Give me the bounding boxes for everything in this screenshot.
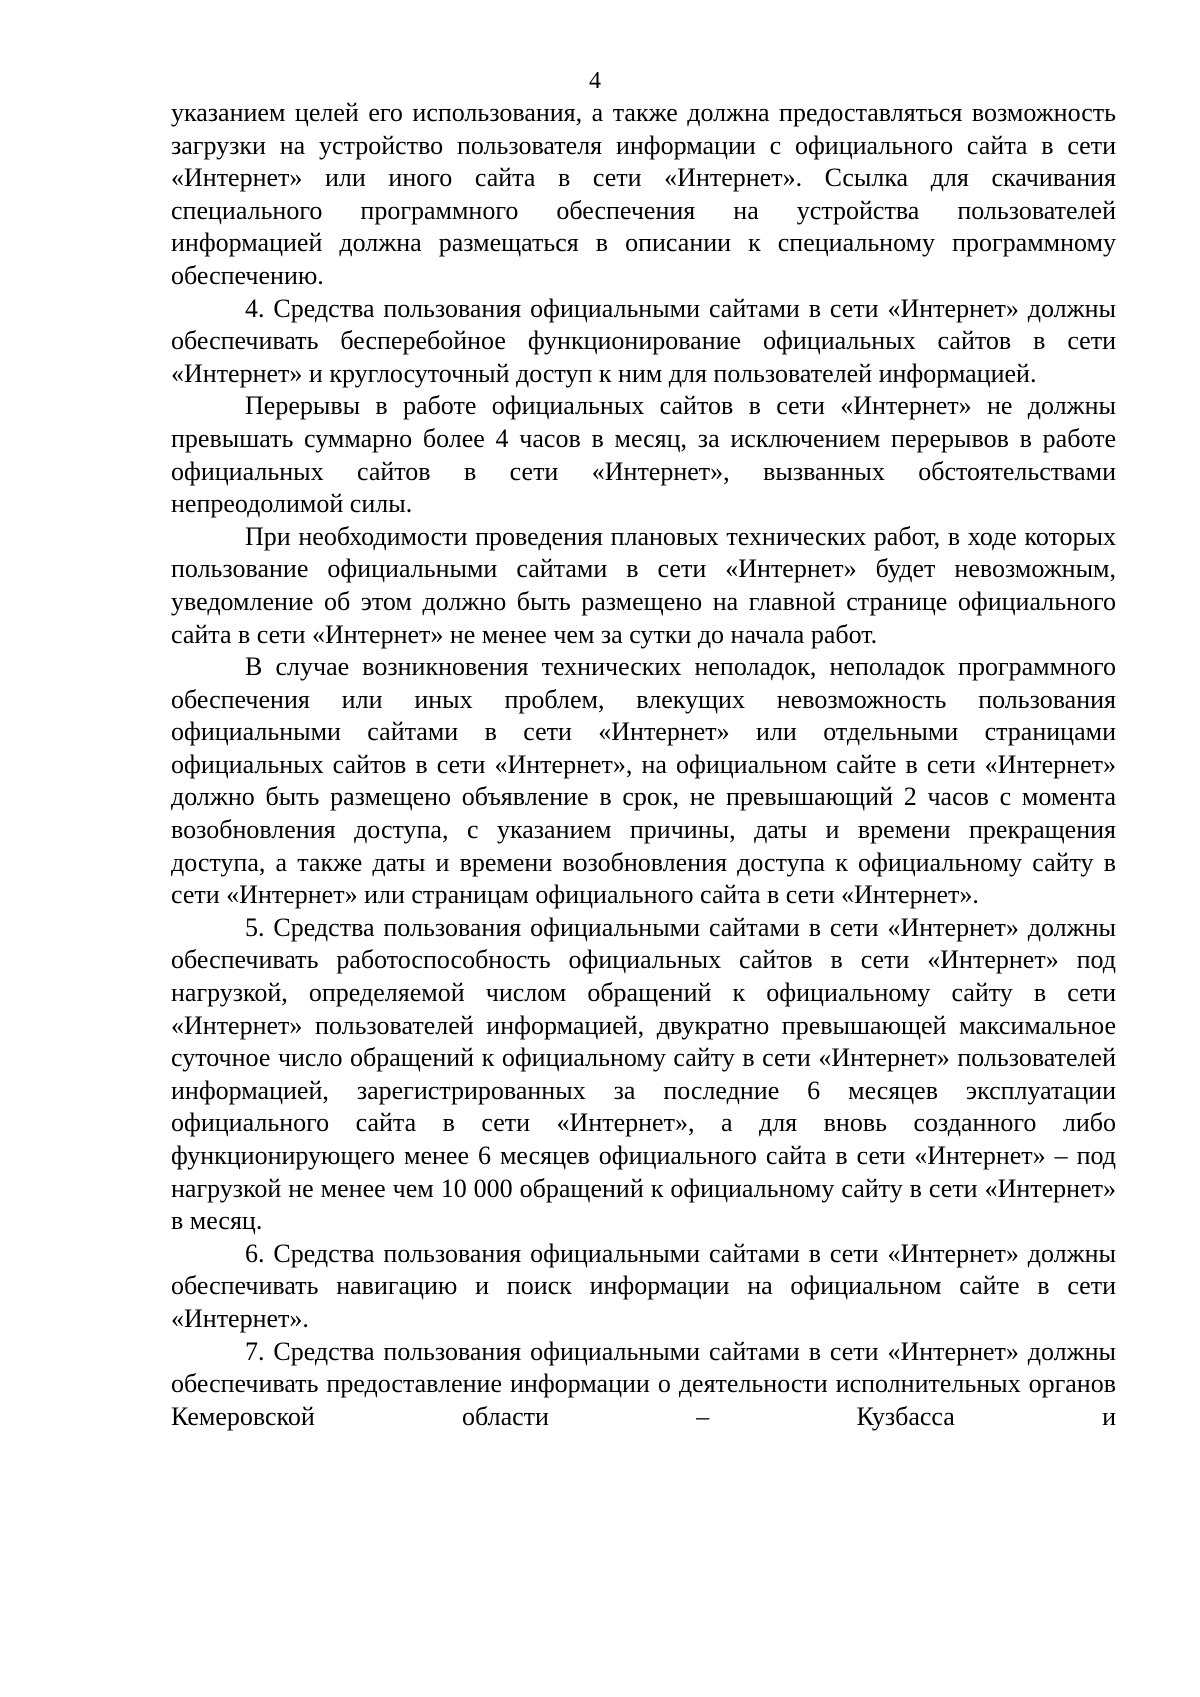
paragraph-planned-works: При необходимости проведения плановых технических работ, в ходе которых пользование официальными сайтами в сети «Интернет» будет невозможным, уведомление об этом должно быть размещено на главной странице официального сайта в сети «Интернет» не менее чем за сутки до начала работ. [171, 521, 1116, 649]
document-body [171, 97, 1116, 1433]
paragraph-technical-failures: В случае возникновения технических неполадок, неполадок программного обеспечения или иных проблем, влекущих невозможность пользования официальными сайтами в сети «Интернет» или отдельными страницами официальных сайтов в сети «Интернет», на официальном сайте в сети «Интернет» должно быть размещено объявление в срок, не превышающий 2 часов с момента возобновления доступа, с указанием причины, даты и времени прекращения доступа, а также даты и времени возобновления доступа к официальному сайту в сети «Интернет» или страницам официального сайта в сети «Интернет». [171, 652, 1116, 910]
paragraph-item-6: 6. Средства пользования официальными сайтами в сети «Интернет» должны обеспечивать навигацию и поиск информации на официальном сайте в сети «Интернет». [171, 1238, 1116, 1333]
paragraph-item-5: 5. Средства пользования официальными сайтами в сети «Интернет» должны обеспечивать работоспособность официальных сайтов в сети «Интернет» под нагрузкой, определяемой числом обращений к официальному сайту в сети «Интернет» пользователей информацией, двукратно превышающей максимальное суточное число обращений к официальному сайту в сети «Интернет» пользователей информацией, зарегистрированных за последние 6 месяцев эксплуатации официального сайта в сети «Интернет», а для вновь созданного либо функционирующего менее 6 месяцев официального сайта в сети «Интернет» – под нагрузкой не менее чем 10 000 обращений к официальному сайту в сети «Интернет» в месяц. [171, 912, 1116, 1236]
page-number: 4 [589, 68, 601, 94]
paragraph-interruptions: Перерывы в работе официальных сайтов в сети «Интернет» не должны превышать суммарно более 4 часов в месяц, за исключением перерывов в работе официальных сайтов в сети «Интернет», вызванных обстоятельствами непреодолимой силы. [171, 391, 1116, 519]
paragraph-item-4: 4. Средства пользования официальными сайтами в сети «Интернет» должны обеспечивать бесперебойное функционирование официальных сайтов в сети «Интернет» и круглосуточный доступ к ним для пользователей информацией. [171, 293, 1116, 388]
paragraph-item-7: 7. Средства пользования официальными сайтами в сети «Интернет» должны обеспечивать предоставление информации о деятельности исполнительных органов Кемеровской области – Кузбасса и [171, 1336, 1116, 1431]
paragraph-continuation: указанием целей его использования, а также должна предоставляться возможность загрузки на устройство пользователя информации с официального сайта в сети «Интернет» или иного сайта в сети «Интернет». Ссылка для скачивания специального программного обеспечения на устройства пользователей информацией должна размещаться в описании к специальному программному обеспечению. [171, 98, 1116, 290]
